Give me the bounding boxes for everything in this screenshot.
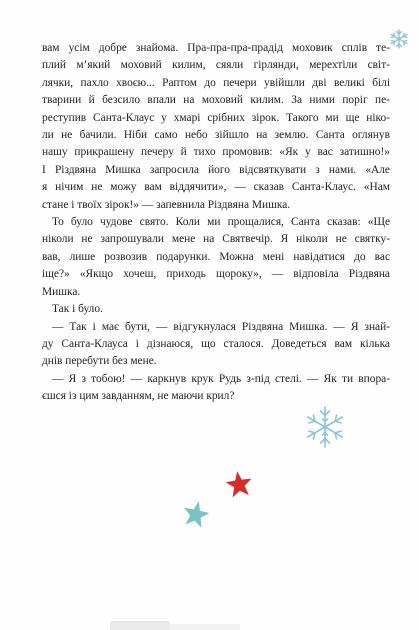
star-icon bbox=[181, 500, 211, 528]
text-line: днів перебути без мене. bbox=[42, 355, 157, 368]
text-line: лячки, пахло хвоєю... Раптом до печери увійшли дві великі білі bbox=[42, 76, 390, 89]
star-icon bbox=[224, 470, 254, 498]
snowflake-icon bbox=[302, 404, 348, 450]
text-line: я нічим не можу вам віддячити», — сказав Санта-Клаус. «Нам bbox=[42, 181, 390, 194]
text-line: Так і було. bbox=[52, 303, 103, 316]
page-edge-shadow bbox=[170, 624, 240, 630]
text-line: ніколи не запрошували мене на Святвечір. Я ніколи не святку- bbox=[42, 233, 390, 246]
snowflake-icon bbox=[388, 28, 410, 50]
page-edge-shadow bbox=[110, 621, 170, 630]
text-line: вав, лише розвозив подарунки. Можна мені навідатися до вас bbox=[42, 250, 390, 263]
text-line: — Я з тобою! — каркнув крук Рудь з-під стелі. — Як ти впора- bbox=[52, 372, 390, 385]
text-line: реступив Санта-Клаус у хмарі срібних зірок. Такого ми ще ніко- bbox=[42, 111, 390, 124]
body-text bbox=[42, 40, 390, 406]
text-line: плий м’який моховий килим, сяяли гірлянди, мерехтіли світ- bbox=[42, 59, 390, 72]
text-line: ду Санта-Клауса і дізнаюся, що сталося. Доведеться вам кілька bbox=[42, 337, 390, 350]
text-line: нашу прикрашену печеру й тихо промовив: «Як у вас затишно!» bbox=[42, 146, 390, 159]
text-line: Мишка. bbox=[42, 285, 81, 298]
text-line: стане і твоїх зірок!» — запевнила Різдвяна Мишка. bbox=[42, 198, 291, 211]
text-line: І Різдвяна Мишка запросила його відсвяткувати з нами. «Але bbox=[42, 163, 390, 176]
text-line: — Так і має бути, — відгукнулася Різдвяна Мишка. — Я знай- bbox=[52, 320, 390, 333]
text-line: єшся із цим завданням, не маючи крил? bbox=[42, 390, 235, 403]
text-line: ли не бачили. Ніби само небо зійшло на землю. Санта оглянув bbox=[42, 129, 390, 142]
text-line: То було чудове свято. Коли ми прощалися, Санта сказав: «Ще bbox=[52, 216, 390, 229]
text-line: тварини й безсило впали на моховий килим. За ними поріг пе- bbox=[42, 94, 390, 107]
text-line: вам усім добре знайома. Пра-пра-пра-прадід моховик сплів те- bbox=[42, 42, 390, 54]
text-line: іще?» «Якщо хочеш, приходь щороку», — відповіла Різдвяна bbox=[42, 268, 390, 281]
